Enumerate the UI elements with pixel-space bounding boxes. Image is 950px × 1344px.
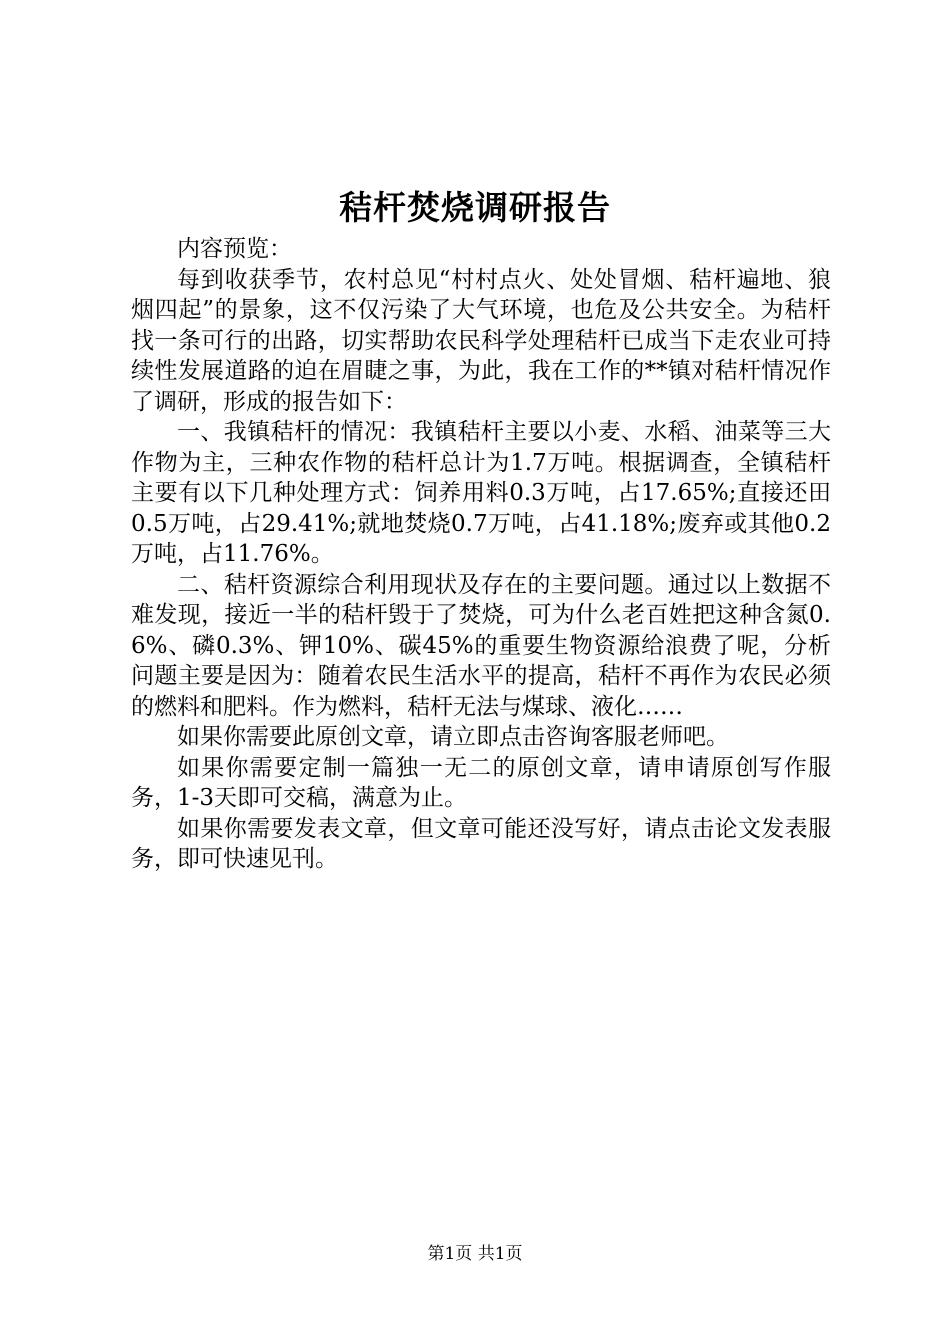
paragraph-custom-writing-cta: 如果你需要定制一篇独一无二的原创文章，请申请原创写作服务，1-3天即可交稿，满意为止。 bbox=[131, 754, 831, 811]
paragraph-section-2: 二、秸杆资源综合利用现状及存在的主要问题。通过以上数据不难发现，接近一半的秸杆毁于了焚烧，可为什么老百姓把这种含氮0.6%、磷0.3%、钾10%、碳45%的重要生物资源给浪费了呢，分析问题主要是因为：随着农民生活水平的提高，秸杆不再作为农民必须的燃料和肥料。作为燃料，秸杆无法与煤球、液化…… bbox=[131, 571, 831, 720]
page-footer: 第1页 共1页 bbox=[427, 1244, 523, 1264]
document-title: 秸杆焚烧调研报告 bbox=[339, 188, 611, 227]
paragraph-consult-cta: 如果你需要此原创文章，请立即点击咨询客服老师吧。 bbox=[177, 724, 729, 750]
paragraph-publish-cta: 如果你需要发表文章，但文章可能还没写好，请点击论文发表服务，即可快速见刊。 bbox=[131, 815, 831, 872]
paragraph-intro: 每到收获季节，农村总见“村村点火、处处冒烟、秸杆遍地、狼烟四起”的景象，这不仅污染了大气环境，也危及公共安全。为秸杆找一条可行的出路，切实帮助农民科学处理秸杆已成当下走农业可持续性发展道路的迫在眉睫之事，为此，我在工作的**镇对秸杆情况作了调研，形成的报告如下： bbox=[131, 266, 831, 415]
paragraph-preview-label: 内容预览： bbox=[177, 236, 292, 262]
document-body bbox=[131, 234, 831, 875]
paragraph-section-1: 一、我镇秸杆的情况：我镇秸杆主要以小麦、水稻、油菜等三大作物为主，三种农作物的秸杆总计为1.7万吨。根据调查，全镇秸杆主要有以下几种处理方式：饲养用料0.3万吨，占17.65%;直接还田0.5万吨，占29.41%;就地焚烧0.7万吨，占41.18%;废弃或其他0.2万吨，占11.76%。 bbox=[131, 419, 831, 567]
